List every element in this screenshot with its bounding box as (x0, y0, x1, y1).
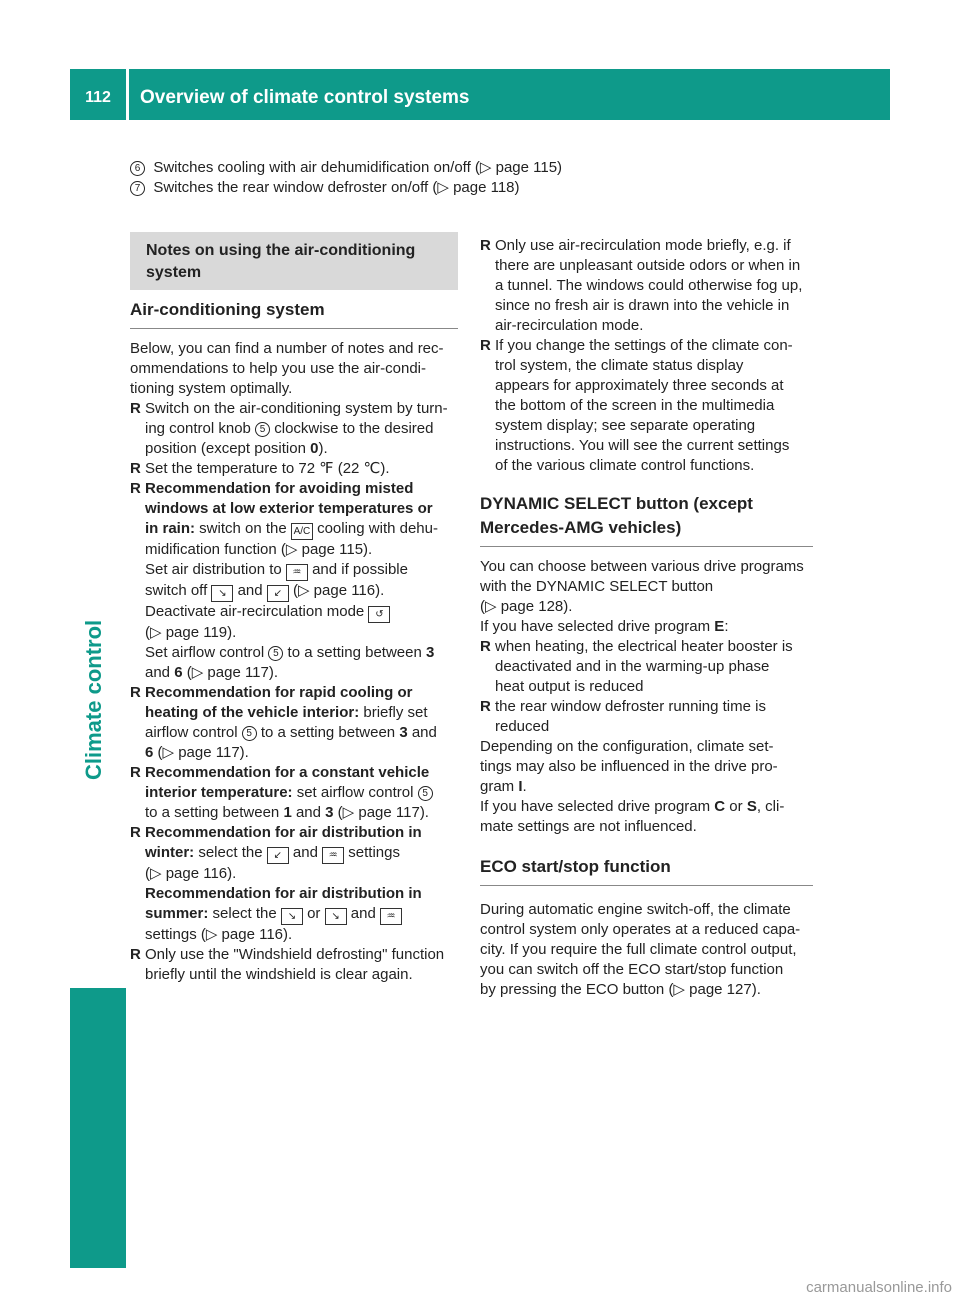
text-line: city. If you require the full climate control output, (480, 941, 797, 958)
text-line: with the DYNAMIC SELECT button (480, 578, 714, 595)
item-text: Switches cooling with air dehumidification on/off (▷ page 115) (153, 159, 563, 176)
marker-6: 6 (130, 161, 145, 176)
text-segment: (▷ page 116). (288, 582, 385, 599)
text-segment: Set air distribution to (145, 561, 286, 578)
text-line: R Recommendation for air distribution in (145, 824, 422, 841)
text-line: Below, you can find a number of notes and rec- (130, 340, 444, 357)
text-segment: 3 (399, 724, 408, 741)
text-line: midification function (▷ page 115). (145, 541, 373, 558)
text-segment: . (522, 778, 527, 795)
text-segment: in rain: (145, 520, 196, 537)
sidebar-color-block (70, 988, 126, 1268)
footwell-distribution-icon: ↘ (281, 908, 303, 925)
text-segment: to a setting between (283, 644, 426, 661)
text-segment: cooling with dehu- (312, 520, 438, 537)
watermark: carmanualsonline.info (806, 1279, 952, 1296)
bullet-constant-temperature (130, 763, 458, 823)
text-segment: 6 (174, 664, 183, 681)
text-line: tioning system optimally. (130, 380, 293, 397)
text-line: of the various climate control functions. (495, 457, 755, 474)
text-segment: briefly set (359, 704, 428, 721)
text-line: R the rear window defroster running time is (495, 698, 766, 715)
text-line: R Only use air-recirculation mode briefly, e.g. if (495, 237, 791, 254)
text-segment: gram (480, 778, 519, 795)
text-segment: (▷ page 117). (333, 804, 429, 821)
text-segment: to a setting between (256, 724, 400, 741)
bullet-status-display (480, 336, 813, 476)
text-segment: , cli- (756, 798, 785, 815)
text-segment: (▷ page 117). (153, 744, 249, 761)
text-line: by pressing the ECO button (▷ page 127). (480, 981, 761, 998)
airflow-control-marker: 5 (418, 786, 433, 801)
text-segment: and (346, 905, 380, 922)
right-column (480, 236, 813, 1000)
airflow-control-marker: 5 (268, 646, 283, 661)
text-segment: I (518, 778, 523, 795)
text-segment: Deactivate air-recirculation mode (145, 603, 369, 620)
text-line: deactivated and in the warming-up phase (495, 658, 770, 675)
text-segment: E (714, 618, 725, 635)
dynamic-select-heading (480, 492, 813, 547)
defrost-distribution-icon: ♒ (286, 564, 308, 581)
text-line: settings (▷ page 116). (145, 926, 293, 943)
text-line: You can choose between various drive programs (480, 558, 804, 575)
text-segment: switch off (145, 582, 212, 599)
bullet-heater-booster (480, 637, 813, 697)
bullet-switch-on (130, 399, 458, 459)
item-text: Switches the rear window defroster on/off (▷ page 118) (153, 179, 520, 196)
list-item (130, 178, 830, 198)
section-title: Overview of climate control systems (140, 87, 470, 108)
text-segment: or (725, 798, 747, 815)
text-line: (▷ page 119). (145, 624, 237, 641)
left-column (130, 232, 458, 985)
ac-key-icon: A/C (291, 523, 313, 540)
list-item (130, 158, 830, 178)
text-segment: S (746, 798, 757, 815)
airflow-control-marker: 5 (242, 726, 257, 741)
text-line: instructions. You will see the current settings (495, 437, 790, 454)
text-segment: settings (344, 844, 400, 861)
text-line: trol system, the climate status display (495, 357, 744, 374)
text-segment: select the (208, 905, 281, 922)
text-segment: and (407, 724, 437, 741)
text-segment: 3 (426, 644, 435, 661)
eco-heading: ECO start/stop function (480, 855, 813, 886)
text-line: briefly until the windshield is clear again. (145, 966, 413, 983)
text-line: the bottom of the screen in the multimedia (495, 397, 775, 414)
recirculation-icon: ↺ (368, 606, 390, 623)
footwell-distribution-icon: ↘ (211, 585, 233, 602)
text-line: ommendations to help you use the air-condi- (130, 360, 427, 377)
text-segment: If you have selected drive program (480, 618, 715, 635)
text-line: you can switch off the ECO start/stop function (480, 961, 784, 978)
text-line: heat output is reduced (495, 678, 644, 695)
text-line: system display; see separate operating (495, 417, 756, 434)
text-segment: clockwise to the desired (270, 420, 434, 437)
text-segment: ). (318, 440, 328, 457)
text-segment: 3 (325, 804, 334, 821)
text-line: R Set the temperature to 72 ℉ (22 ℃). (145, 460, 390, 477)
upper-distribution-icon: ↙ (267, 585, 289, 602)
heading-line: Mercedes-AMG vehicles) (480, 518, 682, 537)
text-line: R Only use the "Windshield defrosting" function (145, 946, 445, 963)
text-segment: or (302, 905, 325, 922)
defrost-distribution-icon: ♒ (380, 908, 402, 925)
bullet-defroster-time (480, 697, 813, 737)
text-segment: 0 (310, 440, 319, 457)
configuration-paragraph (480, 737, 813, 837)
dynamic-paragraph (480, 557, 813, 637)
text-segment: interior temperature: (145, 784, 293, 801)
text-segment: C (714, 798, 726, 815)
text-segment: 6 (145, 744, 154, 761)
text-line: R If you change the settings of the climate con- (495, 337, 793, 354)
text-segment: set airflow control (292, 784, 418, 801)
page-header (70, 69, 890, 120)
text-segment: : (724, 618, 729, 635)
text-line: Recommendation for air distribution in (145, 885, 422, 902)
page-number: 112 (85, 89, 111, 106)
defrost-distribution-icon: ♒ (322, 847, 344, 864)
text-line: R Recommendation for avoiding misted (145, 480, 414, 497)
footwell-distribution-icon: ↘ (325, 908, 347, 925)
text-line: reduced (495, 718, 550, 735)
text-segment: position (except position (145, 440, 311, 457)
text-segment: to a setting between (145, 804, 284, 821)
heading-line: Notes on using the air-conditioning (146, 242, 416, 259)
text-line: tings may also be influenced in the drive pro- (480, 758, 778, 775)
text-line: a tunnel. The windows could otherwise fog up, (495, 277, 803, 294)
text-line: air-recirculation mode. (495, 317, 644, 334)
text-segment: ing control knob (145, 420, 256, 437)
text-line: Depending on the configuration, climate set- (480, 738, 774, 755)
bullet-rapid-cooling (130, 683, 458, 763)
text-line: appears for approximately three seconds at (495, 377, 784, 394)
text-segment: summer: (145, 905, 209, 922)
heading-line: system (146, 264, 202, 281)
top-items (130, 158, 830, 198)
text-line: mate settings are not influenced. (480, 818, 697, 835)
text-line: since no fresh air is drawn into the vehicle in (495, 297, 790, 314)
text-line: R Switch on the air-conditioning system by turn- (145, 400, 448, 417)
text-line: During automatic engine switch-off, the climate (480, 901, 791, 918)
marker-7: 7 (130, 181, 145, 196)
text-segment: and if possible (307, 561, 408, 578)
text-segment: and (233, 582, 267, 599)
bullet-air-distribution (130, 823, 458, 945)
text-segment: heating of the vehicle interior: (145, 704, 360, 721)
text-line: windows at low exterior temperatures or (145, 500, 433, 517)
bullet-windshield-defrosting (130, 945, 458, 985)
control-knob-marker: 5 (255, 422, 270, 437)
upper-distribution-icon: ↙ (267, 847, 289, 864)
text-segment: and (288, 844, 323, 861)
notes-heading (130, 232, 458, 290)
text-line: control system only operates at a reduced capa- (480, 921, 801, 938)
text-segment: switch on the (195, 520, 291, 537)
text-segment: (▷ page 117). (182, 664, 279, 681)
text-segment: If you have selected drive program (480, 798, 715, 815)
text-segment: airflow control (145, 724, 242, 741)
text-segment: and (145, 664, 175, 681)
text-segment: winter: (145, 844, 195, 861)
text-line: R when heating, the electrical heater booster is (495, 638, 793, 655)
text-line: R Recommendation for rapid cooling or (145, 684, 413, 701)
text-segment: 1 (283, 804, 292, 821)
intro-paragraph (130, 339, 458, 399)
text-segment: select the (194, 844, 267, 861)
sidebar-chapter-label: Climate control (81, 619, 106, 780)
text-line: (▷ page 128). (480, 598, 573, 615)
bullet-misted-windows (130, 479, 458, 683)
ac-heading: Air-conditioning system (130, 298, 458, 329)
bullet-temperature (130, 459, 458, 479)
text-line: (▷ page 116). (145, 865, 237, 882)
eco-paragraph (480, 900, 813, 1000)
text-segment: and (291, 804, 326, 821)
text-line: there are unpleasant outside odors or when in (495, 257, 801, 274)
bullet-recirculation (480, 236, 813, 336)
text-line: R Recommendation for a constant vehicle (145, 764, 430, 781)
header-divider (126, 69, 129, 120)
text-segment: Set airflow control (145, 644, 269, 661)
heading-line: DYNAMIC SELECT button (except (480, 494, 753, 513)
